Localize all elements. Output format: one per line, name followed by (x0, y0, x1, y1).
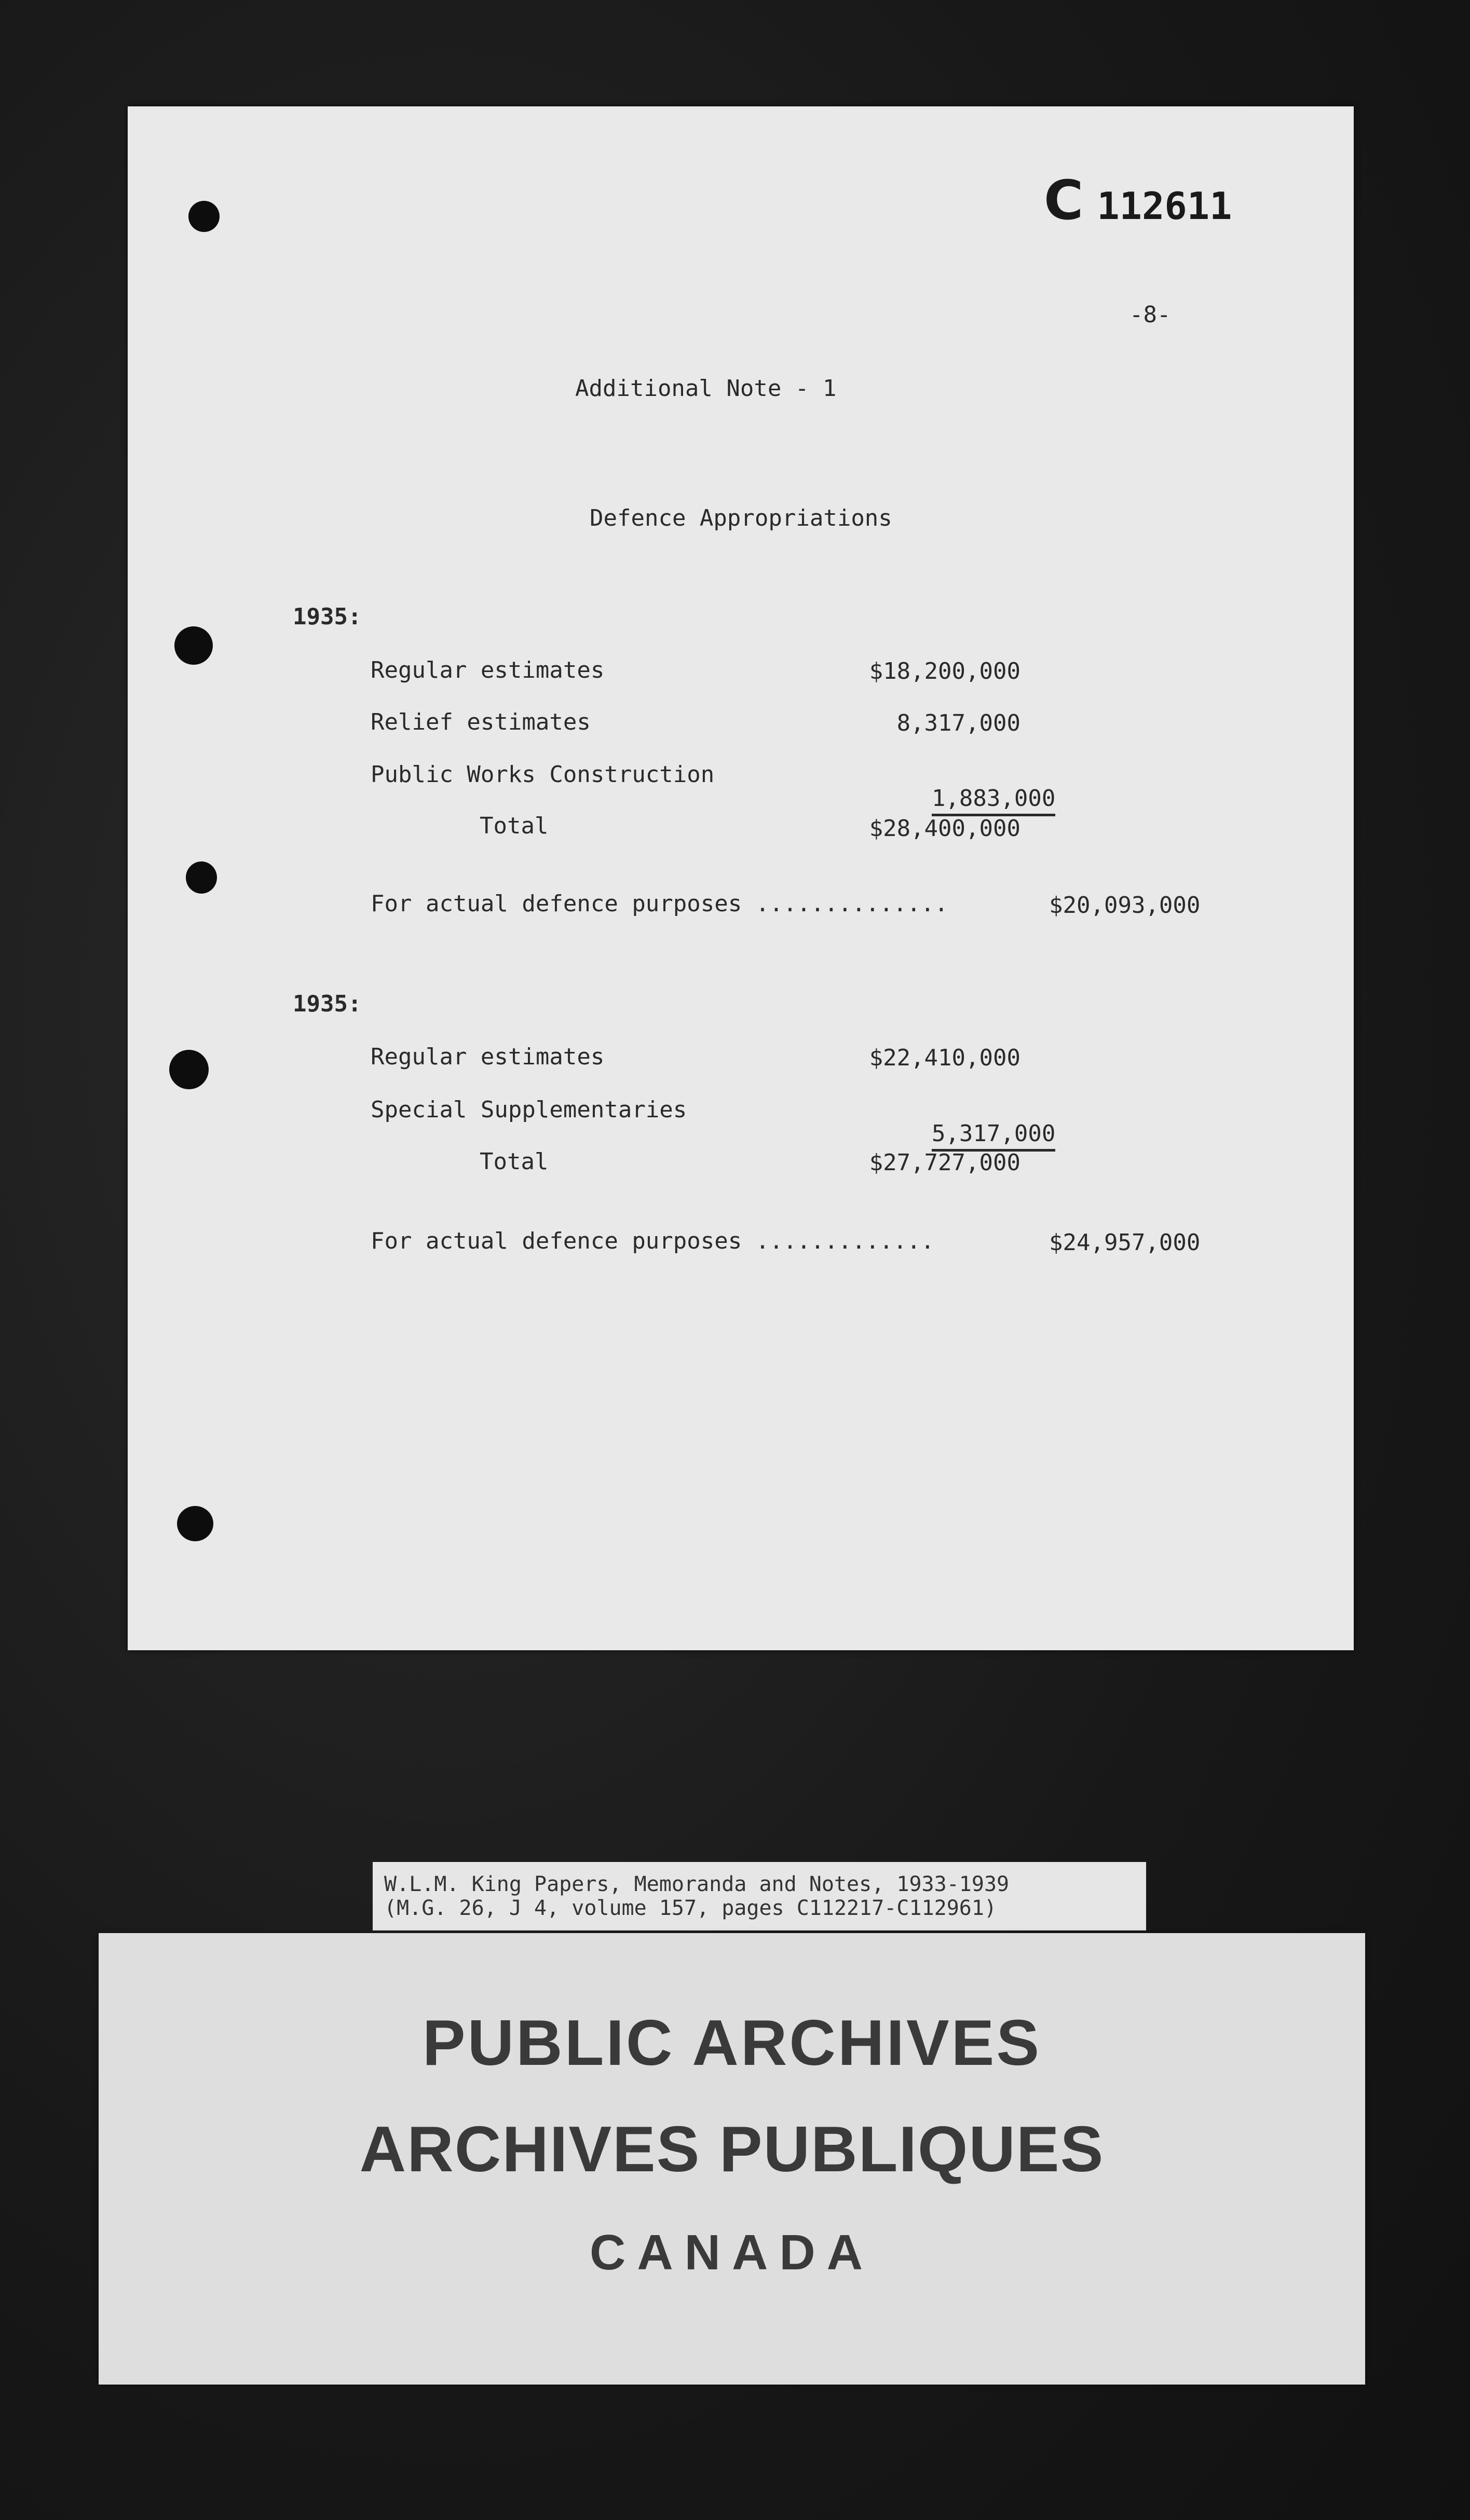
row-label: Special Supplementaries (371, 1097, 687, 1123)
total-label: Total (480, 813, 549, 839)
binder-hole (169, 1050, 209, 1089)
archives-line-french: ARCHIVES PUBLIQUES (359, 2114, 1105, 2185)
citation-label (373, 1862, 1146, 1930)
total-amount: $28,400,000 (869, 815, 1020, 842)
row-label: Regular estimates (371, 1044, 605, 1070)
reference-number (1044, 169, 1232, 232)
underlined-amount: 1,883,000 (932, 785, 1055, 816)
purpose-label: For actual defence purposes ............. (371, 1228, 935, 1254)
subheading: Defence Appropriations (590, 505, 892, 531)
heading: Additional Note - 1 (575, 375, 837, 402)
section-year: 1935: (293, 991, 362, 1017)
archives-line-country: CANADA (590, 2225, 874, 2280)
purpose-label: For actual defence purposes .............. (371, 891, 948, 917)
reference-letter: C (1044, 169, 1084, 232)
purpose-amount: $20,093,000 (1049, 892, 1201, 919)
archives-line-english: PUBLIC ARCHIVES (422, 2007, 1042, 2079)
row-label: Relief estimates (371, 709, 591, 735)
citation-line: (M.G. 26, J 4, volume 157, pages C112217-C112961) (384, 1896, 997, 1920)
purpose-amount: $24,957,000 (1049, 1229, 1201, 1256)
citation-line: W.L.M. King Papers, Memoranda and Notes, 1933-1939 (384, 1872, 1010, 1896)
row-label: Public Works Construction (371, 761, 715, 788)
document-page (128, 106, 1354, 1650)
total-amount: $27,727,000 (869, 1149, 1020, 1176)
binder-hole (177, 1506, 213, 1541)
reference-digits: 112611 (1097, 184, 1232, 228)
binder-hole (188, 201, 220, 232)
underlined-amount: 5,317,000 (932, 1120, 1055, 1152)
row-label: Regular estimates (371, 657, 605, 683)
binder-hole (186, 861, 217, 894)
row-amount: $18,200,000 (869, 658, 1020, 684)
row-amount: $22,410,000 (869, 1045, 1020, 1071)
archives-card (99, 1933, 1365, 2385)
binder-hole (174, 626, 213, 665)
page-number: -8- (1129, 302, 1171, 328)
total-label: Total (480, 1148, 549, 1175)
row-amount: 8,317,000 (896, 710, 1020, 736)
section-year: 1935: (293, 604, 362, 630)
